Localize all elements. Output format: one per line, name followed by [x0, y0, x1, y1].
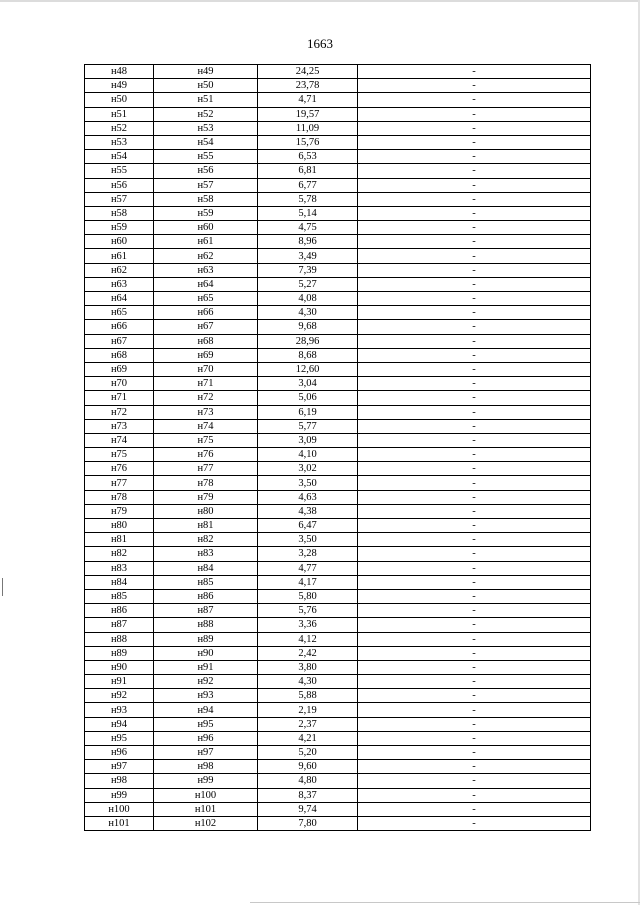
from-point-cell: н73	[85, 419, 154, 433]
to-point-cell: н98	[154, 760, 258, 774]
table-row	[85, 760, 591, 774]
table-row	[85, 391, 591, 405]
note-cell: -	[358, 419, 591, 433]
from-point-cell: н50	[85, 93, 154, 107]
note-cell: -	[358, 660, 591, 674]
from-point-cell: н89	[85, 646, 154, 660]
distance-cell: 6,81	[258, 164, 358, 178]
note-cell: -	[358, 405, 591, 419]
note-cell: -	[358, 519, 591, 533]
note-cell: -	[358, 107, 591, 121]
from-point-cell: н77	[85, 476, 154, 490]
boundary-points-table	[84, 64, 591, 831]
table-row	[85, 306, 591, 320]
distance-cell: 3,49	[258, 249, 358, 263]
from-point-cell: н71	[85, 391, 154, 405]
note-cell: -	[358, 632, 591, 646]
from-point-cell: н63	[85, 277, 154, 291]
note-cell: -	[358, 121, 591, 135]
from-point-cell: н84	[85, 575, 154, 589]
to-point-cell: н70	[154, 362, 258, 376]
note-cell: -	[358, 334, 591, 348]
to-point-cell: н60	[154, 221, 258, 235]
from-point-cell: н97	[85, 760, 154, 774]
from-point-cell: н56	[85, 178, 154, 192]
from-point-cell: н65	[85, 306, 154, 320]
from-point-cell: н85	[85, 589, 154, 603]
table-row	[85, 93, 591, 107]
distance-cell: 2,19	[258, 703, 358, 717]
table-row	[85, 334, 591, 348]
from-point-cell: н95	[85, 731, 154, 745]
scan-edge-bottom	[250, 902, 640, 903]
table-row	[85, 462, 591, 476]
to-point-cell: н66	[154, 306, 258, 320]
from-point-cell: н51	[85, 107, 154, 121]
table-row	[85, 490, 591, 504]
distance-cell: 4,63	[258, 490, 358, 504]
to-point-cell: н69	[154, 348, 258, 362]
distance-cell: 11,09	[258, 121, 358, 135]
distance-cell: 4,38	[258, 504, 358, 518]
from-point-cell: н57	[85, 192, 154, 206]
to-point-cell: н58	[154, 192, 258, 206]
distance-cell: 3,09	[258, 433, 358, 447]
note-cell: -	[358, 306, 591, 320]
note-cell: -	[358, 263, 591, 277]
to-point-cell: н56	[154, 164, 258, 178]
from-point-cell: н54	[85, 150, 154, 164]
to-point-cell: н99	[154, 774, 258, 788]
from-point-cell: н94	[85, 717, 154, 731]
note-cell: -	[358, 221, 591, 235]
table-row	[85, 164, 591, 178]
distance-cell: 3,28	[258, 547, 358, 561]
table-row	[85, 731, 591, 745]
to-point-cell: н51	[154, 93, 258, 107]
from-point-cell: н52	[85, 121, 154, 135]
distance-cell: 5,78	[258, 192, 358, 206]
from-point-cell: н61	[85, 249, 154, 263]
table-row	[85, 816, 591, 830]
note-cell: -	[358, 249, 591, 263]
distance-cell: 5,76	[258, 604, 358, 618]
from-point-cell: н90	[85, 660, 154, 674]
table-row	[85, 533, 591, 547]
to-point-cell: н94	[154, 703, 258, 717]
note-cell: -	[358, 561, 591, 575]
from-point-cell: н58	[85, 206, 154, 220]
note-cell: -	[358, 533, 591, 547]
scan-edge-top	[0, 0, 640, 2]
from-point-cell: н53	[85, 135, 154, 149]
from-point-cell: н88	[85, 632, 154, 646]
distance-cell: 5,77	[258, 419, 358, 433]
note-cell: -	[358, 206, 591, 220]
note-cell: -	[358, 135, 591, 149]
from-point-cell: н67	[85, 334, 154, 348]
to-point-cell: н97	[154, 746, 258, 760]
table-row	[85, 178, 591, 192]
table-row	[85, 65, 591, 79]
note-cell: -	[358, 448, 591, 462]
distance-cell: 4,30	[258, 306, 358, 320]
to-point-cell: н81	[154, 519, 258, 533]
from-point-cell: н82	[85, 547, 154, 561]
distance-cell: 8,37	[258, 788, 358, 802]
to-point-cell: н76	[154, 448, 258, 462]
distance-cell: 2,42	[258, 646, 358, 660]
note-cell: -	[358, 689, 591, 703]
from-point-cell: н62	[85, 263, 154, 277]
to-point-cell: н52	[154, 107, 258, 121]
table-row	[85, 476, 591, 490]
from-point-cell: н49	[85, 79, 154, 93]
note-cell: -	[358, 802, 591, 816]
from-point-cell: н48	[85, 65, 154, 79]
from-point-cell: н93	[85, 703, 154, 717]
table-row	[85, 192, 591, 206]
from-point-cell: н100	[85, 802, 154, 816]
note-cell: -	[358, 731, 591, 745]
distance-cell: 23,78	[258, 79, 358, 93]
to-point-cell: н84	[154, 561, 258, 575]
table-row	[85, 150, 591, 164]
distance-cell: 5,88	[258, 689, 358, 703]
table-row	[85, 377, 591, 391]
to-point-cell: н74	[154, 419, 258, 433]
note-cell: -	[358, 277, 591, 291]
to-point-cell: н59	[154, 206, 258, 220]
from-point-cell: н68	[85, 348, 154, 362]
to-point-cell: н83	[154, 547, 258, 561]
table-row	[85, 263, 591, 277]
to-point-cell: н82	[154, 533, 258, 547]
distance-cell: 5,14	[258, 206, 358, 220]
table-row	[85, 433, 591, 447]
note-cell: -	[358, 164, 591, 178]
distance-cell: 4,71	[258, 93, 358, 107]
to-point-cell: н93	[154, 689, 258, 703]
distance-cell: 6,47	[258, 519, 358, 533]
table-row	[85, 632, 591, 646]
from-point-cell: н74	[85, 433, 154, 447]
from-point-cell: н55	[85, 164, 154, 178]
distance-cell: 9,68	[258, 320, 358, 334]
note-cell: -	[358, 433, 591, 447]
to-point-cell: н95	[154, 717, 258, 731]
table-row	[85, 802, 591, 816]
distance-cell: 3,36	[258, 618, 358, 632]
to-point-cell: н100	[154, 788, 258, 802]
note-cell: -	[358, 476, 591, 490]
to-point-cell: н90	[154, 646, 258, 660]
note-cell: -	[358, 788, 591, 802]
table-row	[85, 788, 591, 802]
page-number: 1663	[307, 36, 333, 51]
from-point-cell: н76	[85, 462, 154, 476]
table-row	[85, 79, 591, 93]
from-point-cell: н86	[85, 604, 154, 618]
distance-cell: 3,80	[258, 660, 358, 674]
note-cell: -	[358, 292, 591, 306]
distance-cell: 9,74	[258, 802, 358, 816]
to-point-cell: н89	[154, 632, 258, 646]
to-point-cell: н55	[154, 150, 258, 164]
to-point-cell: н64	[154, 277, 258, 291]
from-point-cell: н60	[85, 235, 154, 249]
to-point-cell: н50	[154, 79, 258, 93]
to-point-cell: н65	[154, 292, 258, 306]
note-cell: -	[358, 79, 591, 93]
distance-cell: 28,96	[258, 334, 358, 348]
note-cell: -	[358, 675, 591, 689]
table-row	[85, 277, 591, 291]
from-point-cell: н83	[85, 561, 154, 575]
to-point-cell: н57	[154, 178, 258, 192]
table-row	[85, 249, 591, 263]
note-cell: -	[358, 150, 591, 164]
distance-cell: 6,53	[258, 150, 358, 164]
to-point-cell: н73	[154, 405, 258, 419]
note-cell: -	[358, 760, 591, 774]
note-cell: -	[358, 547, 591, 561]
note-cell: -	[358, 178, 591, 192]
table-row	[85, 448, 591, 462]
to-point-cell: н101	[154, 802, 258, 816]
to-point-cell: н92	[154, 675, 258, 689]
table-body	[85, 65, 591, 831]
to-point-cell: н62	[154, 249, 258, 263]
distance-cell: 15,76	[258, 135, 358, 149]
distance-cell: 12,60	[258, 362, 358, 376]
note-cell: -	[358, 589, 591, 603]
distance-cell: 4,77	[258, 561, 358, 575]
from-point-cell: н59	[85, 221, 154, 235]
distance-cell: 2,37	[258, 717, 358, 731]
to-point-cell: н63	[154, 263, 258, 277]
to-point-cell: н67	[154, 320, 258, 334]
to-point-cell: н87	[154, 604, 258, 618]
note-cell: -	[358, 320, 591, 334]
table-row	[85, 547, 591, 561]
note-cell: -	[358, 717, 591, 731]
distance-cell: 7,39	[258, 263, 358, 277]
note-cell: -	[358, 65, 591, 79]
table-row	[85, 703, 591, 717]
note-cell: -	[358, 391, 591, 405]
distance-cell: 4,10	[258, 448, 358, 462]
table-row	[85, 405, 591, 419]
from-point-cell: н70	[85, 377, 154, 391]
note-cell: -	[358, 192, 591, 206]
note-cell: -	[358, 646, 591, 660]
distance-cell: 3,04	[258, 377, 358, 391]
from-point-cell: н92	[85, 689, 154, 703]
to-point-cell: н78	[154, 476, 258, 490]
to-point-cell: н77	[154, 462, 258, 476]
distance-cell: 3,02	[258, 462, 358, 476]
distance-cell: 4,75	[258, 221, 358, 235]
distance-cell: 5,06	[258, 391, 358, 405]
table-row	[85, 135, 591, 149]
to-point-cell: н102	[154, 816, 258, 830]
to-point-cell: н88	[154, 618, 258, 632]
scan-mark-left	[2, 578, 3, 596]
distance-cell: 6,77	[258, 178, 358, 192]
from-point-cell: н78	[85, 490, 154, 504]
from-point-cell: н69	[85, 362, 154, 376]
table-row	[85, 660, 591, 674]
table-row	[85, 561, 591, 575]
table-row	[85, 575, 591, 589]
distance-cell: 5,20	[258, 746, 358, 760]
distance-cell: 3,50	[258, 533, 358, 547]
table-row	[85, 362, 591, 376]
distance-cell: 4,30	[258, 675, 358, 689]
from-point-cell: н75	[85, 448, 154, 462]
from-point-cell: н72	[85, 405, 154, 419]
note-cell: -	[358, 746, 591, 760]
distance-cell: 8,68	[258, 348, 358, 362]
distance-cell: 3,50	[258, 476, 358, 490]
table-row	[85, 774, 591, 788]
table-row	[85, 604, 591, 618]
to-point-cell: н61	[154, 235, 258, 249]
from-point-cell: н80	[85, 519, 154, 533]
from-point-cell: н91	[85, 675, 154, 689]
table-row	[85, 206, 591, 220]
table-row	[85, 675, 591, 689]
note-cell: -	[358, 93, 591, 107]
table-row	[85, 618, 591, 632]
distance-cell: 4,21	[258, 731, 358, 745]
from-point-cell: н64	[85, 292, 154, 306]
to-point-cell: н54	[154, 135, 258, 149]
distance-cell: 8,96	[258, 235, 358, 249]
note-cell: -	[358, 604, 591, 618]
to-point-cell: н86	[154, 589, 258, 603]
table-row	[85, 320, 591, 334]
from-point-cell: н96	[85, 746, 154, 760]
distance-cell: 4,12	[258, 632, 358, 646]
note-cell: -	[358, 462, 591, 476]
distance-cell: 4,17	[258, 575, 358, 589]
table-row	[85, 646, 591, 660]
to-point-cell: н71	[154, 377, 258, 391]
distance-cell: 4,80	[258, 774, 358, 788]
from-point-cell: н79	[85, 504, 154, 518]
distance-cell: 24,25	[258, 65, 358, 79]
table-row	[85, 717, 591, 731]
to-point-cell: н49	[154, 65, 258, 79]
note-cell: -	[358, 575, 591, 589]
table-row	[85, 419, 591, 433]
table-row	[85, 589, 591, 603]
from-point-cell: н99	[85, 788, 154, 802]
distance-cell: 9,60	[258, 760, 358, 774]
table-row	[85, 519, 591, 533]
distance-cell: 19,57	[258, 107, 358, 121]
table-row	[85, 746, 591, 760]
to-point-cell: н85	[154, 575, 258, 589]
to-point-cell: н53	[154, 121, 258, 135]
to-point-cell: н72	[154, 391, 258, 405]
note-cell: -	[358, 618, 591, 632]
table-row	[85, 689, 591, 703]
note-cell: -	[358, 348, 591, 362]
to-point-cell: н75	[154, 433, 258, 447]
distance-cell: 6,19	[258, 405, 358, 419]
table-row	[85, 235, 591, 249]
to-point-cell: н68	[154, 334, 258, 348]
note-cell: -	[358, 490, 591, 504]
to-point-cell: н96	[154, 731, 258, 745]
from-point-cell: н66	[85, 320, 154, 334]
table-row	[85, 292, 591, 306]
from-point-cell: н81	[85, 533, 154, 547]
note-cell: -	[358, 774, 591, 788]
from-point-cell: н101	[85, 816, 154, 830]
table-row	[85, 221, 591, 235]
from-point-cell: н98	[85, 774, 154, 788]
note-cell: -	[358, 816, 591, 830]
distance-cell: 4,08	[258, 292, 358, 306]
table-row	[85, 107, 591, 121]
to-point-cell: н80	[154, 504, 258, 518]
note-cell: -	[358, 362, 591, 376]
to-point-cell: н91	[154, 660, 258, 674]
from-point-cell: н87	[85, 618, 154, 632]
note-cell: -	[358, 504, 591, 518]
note-cell: -	[358, 703, 591, 717]
note-cell: -	[358, 377, 591, 391]
note-cell: -	[358, 235, 591, 249]
to-point-cell: н79	[154, 490, 258, 504]
table-row	[85, 121, 591, 135]
distance-cell: 7,80	[258, 816, 358, 830]
distance-cell: 5,80	[258, 589, 358, 603]
table-row	[85, 348, 591, 362]
distance-cell: 5,27	[258, 277, 358, 291]
table-row	[85, 504, 591, 518]
